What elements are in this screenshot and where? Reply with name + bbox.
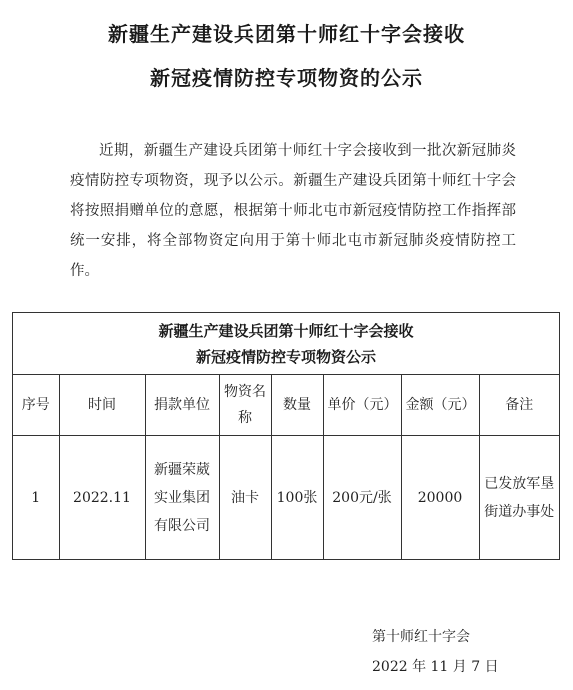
- document-title-line2: 新冠疫情防控专项物资的公示: [150, 66, 423, 90]
- header-amount: 金额（元）: [401, 375, 479, 436]
- header-quantity: 数量: [271, 375, 323, 436]
- table-header-row: [13, 375, 559, 436]
- cell-time: 2022.11: [59, 436, 145, 561]
- signature-date: 2022 年 11 月 7 日: [372, 659, 499, 675]
- table-title: [13, 313, 559, 375]
- announcement-body: 近期，新疆生产建设兵团第十师红十字会接收到一批次新冠肺炎疫情防控专项物资，现予以公示。新疆生产建设兵团第十师红十字会将按照捐赠单位的意愿，根据第十师北屯市新冠疫情防控工作指挥部统一安排，将全部物资定向用于第十师北屯市新冠肺炎疫情防控工作。: [70, 143, 516, 279]
- cell-index: 1: [13, 436, 59, 561]
- header-remark: 备注: [479, 375, 559, 436]
- donation-grid: [13, 375, 559, 560]
- table-row: [13, 436, 559, 561]
- signature-org: 第十师红十字会: [372, 629, 470, 645]
- cell-amount: 20000: [401, 436, 479, 561]
- header-index: 序号: [13, 375, 59, 436]
- table-title-line2: 新冠疫情防控专项物资公示: [195, 348, 376, 366]
- cell-remark: 已发放军垦街道办事处: [479, 436, 559, 561]
- cell-quantity: 100张: [271, 436, 323, 561]
- cell-donor: 新疆荣葳实业集团有限公司: [145, 436, 219, 561]
- donation-table: [12, 312, 560, 560]
- header-item: 物资名称: [219, 375, 271, 436]
- header-donor: 捐款单位: [145, 375, 219, 436]
- header-time: 时间: [59, 375, 145, 436]
- cell-unit-price: 200元/张: [323, 436, 401, 561]
- cell-item: 油卡: [219, 436, 271, 561]
- header-unit-price: 单价（元）: [323, 375, 401, 436]
- document-title-line1: 新疆生产建设兵团第十师红十字会接收: [108, 22, 465, 46]
- table-title-line1: 新疆生产建设兵团第十师红十字会接收: [158, 322, 414, 340]
